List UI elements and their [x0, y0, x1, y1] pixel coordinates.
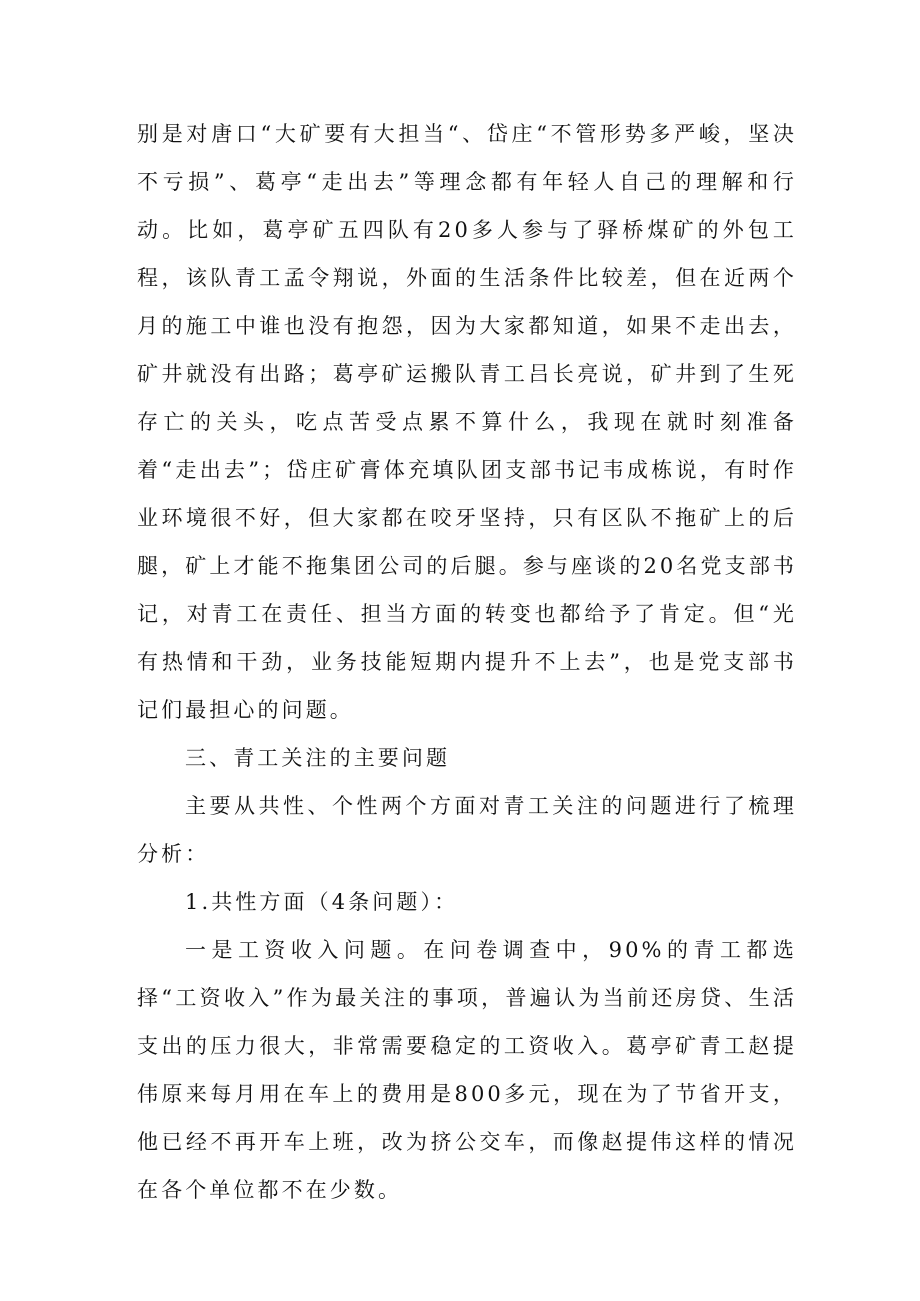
paragraph-intro: 主要从共性、个性两个方面对青工关注的问题进行了梳理分析： [137, 794, 797, 866]
paragraph-wage-issue: 一是工资收入问题。在问卷调查中，90%的青工都选择“工资收入”作为最关注的事项，普遍认为当前还房贷、生活支出的压力很大，非常需要稳定的工资收入。葛亭矿青工赵提伟原来每月用在车上的费用是800多元，现在为了节省开支，他已经不再开车上班，改为挤公交车，而像赵提伟这样的情况在各个单位都不在少数。 [137, 938, 797, 1202]
subsection-heading: 1.共性方面（4条问题）： [185, 890, 459, 914]
section-heading: 三、青工关注的主要问题 [185, 746, 451, 770]
document-body [137, 110, 797, 1214]
paragraph-continuation: 别是对唐口“大矿要有大担当“、岱庄“不管形势多严峻，坚决不亏损”、葛亭“走出去”等理念都有年轻人自己的理解和行动。比如，葛亭矿五四队有20多人参与了驿桥煤矿的外包工程，该队青工孟令翔说，外面的生活条件比较差，但在近两个月的施工中谁也没有抱怨，因为大家都知道，如果不走出去，矿井就没有出路；葛亭矿运搬队青工吕长亮说，矿井到了生死存亡的关头，吃点苦受点累不算什么，我现在就时刻准备着“走出去”；岱庄矿膏体充填队团支部书记韦成栋说，有时作业环境很不好，但大家都在咬牙坚持，只有区队不拖矿上的后腿，矿上才能不拖集团公司的后腿。参与座谈的20名党支部书记，对青工在责任、担当方面的转变也都给予了肯定。但“光有热情和干劲，业务技能短期内提升不上去”，也是党支部书记们最担心的问题。 [137, 122, 797, 722]
